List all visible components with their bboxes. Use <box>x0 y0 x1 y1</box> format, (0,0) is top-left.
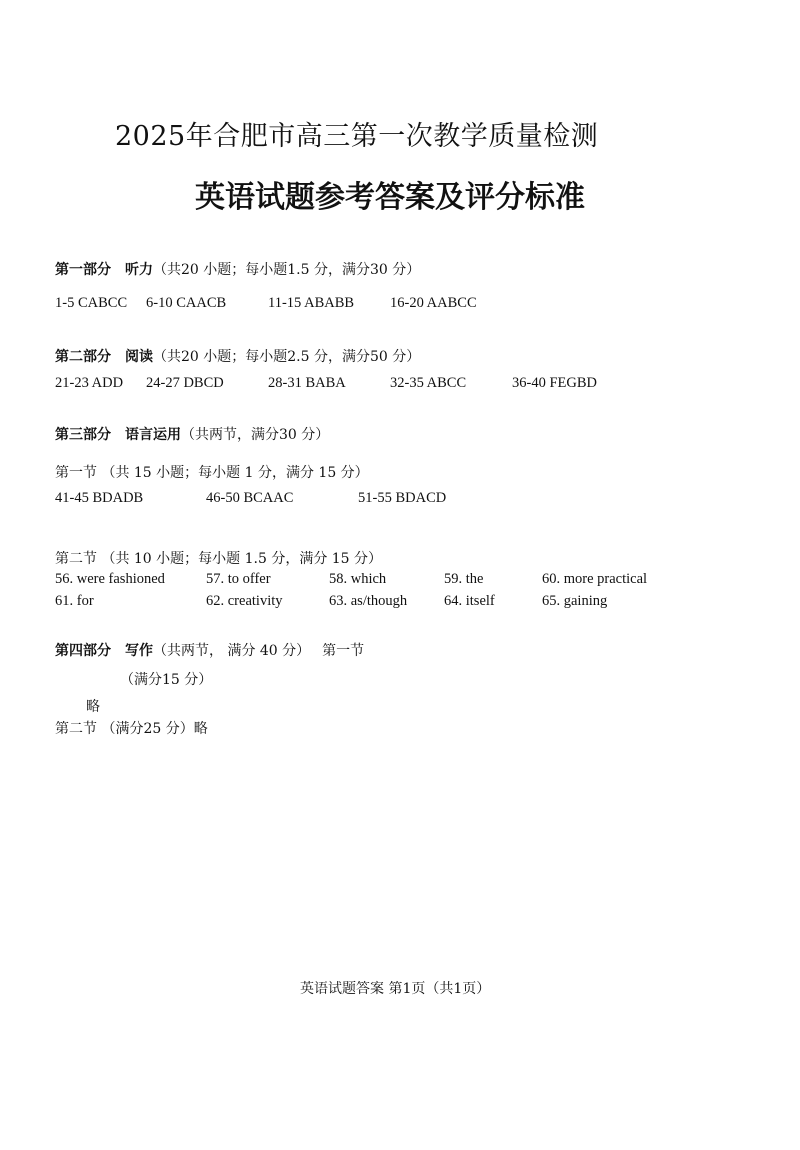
part3-section2-answer-64: 64. itself <box>444 593 495 609</box>
part4-section2: 第二节 （满分25 分）略 <box>55 721 208 737</box>
part4-section1-score: （满分15 分） <box>120 672 213 688</box>
part4-section1-answer: 略 <box>86 699 100 715</box>
part3-section1-heading: 第一节 （共 15 小题；每小题 1 分，满分 15 分） <box>55 465 369 481</box>
part2-note: （共20 小题；每小题2.5 分，满分50 分） <box>153 349 421 365</box>
part1-answer-2: 6-10 CAACB <box>146 295 227 311</box>
part3-label: 第三部分 <box>55 427 111 443</box>
part1-answer-1: 1-5 CABCC <box>55 295 128 311</box>
part3-section2-answer-62: 62. creativity <box>206 593 283 609</box>
part3-section2-heading: 第二节 （共 10 小题；每小题 1.5 分，满分 15 分） <box>55 551 383 567</box>
part2-answer-3: 28-31 BABA <box>268 375 346 391</box>
part3-section2-answer-59: 59. the <box>444 571 484 587</box>
part2-name: 阅读 <box>125 349 153 365</box>
part2-answer-4: 32-35 ABCC <box>390 375 467 391</box>
part4-heading <box>55 640 364 660</box>
part3-section2-answer-63: 63. as/though <box>329 593 408 609</box>
part3-section2-answer-61: 61. for <box>55 593 94 609</box>
part3-section2-answer-60: 60. more practical <box>542 571 648 587</box>
part2-label: 第二部分 <box>55 349 111 365</box>
part3-section2-answer-65: 65. gaining <box>542 593 608 609</box>
part2-answer-1: 21-23 ADD <box>55 375 124 391</box>
part3-name: 语言运用 <box>125 427 181 443</box>
part3-section2-answer-58: 58. which <box>329 571 387 587</box>
part2-answer-5: 36-40 FEGBD <box>512 375 597 391</box>
page-subtitle: 英语试题参考答案及评分标准 <box>195 180 585 215</box>
page-title: 2025年合肥市高三第一次教学质量检测 <box>115 121 599 152</box>
part3-section1-answer-1: 41-45 BDADB <box>55 490 144 506</box>
part3-section2-answer-56: 56. were fashioned <box>55 571 165 587</box>
part4-section1-label: 第一节 <box>322 643 365 659</box>
part4-note: （共两节， 满分 40 分） <box>153 643 311 659</box>
part3-heading <box>55 424 329 444</box>
part1-answer-3: 11-15 ABABB <box>268 295 355 311</box>
part1-heading <box>55 259 420 279</box>
part1-name: 听力 <box>125 262 153 278</box>
part3-note: （共两节，满分30 分） <box>181 427 330 443</box>
part1-label: 第一部分 <box>55 262 111 278</box>
part2-answer-2: 24-27 DBCD <box>146 375 224 391</box>
part1-answer-4: 16-20 AABCC <box>390 295 477 311</box>
part4-label: 第四部分 <box>55 643 111 659</box>
part4-name: 写作 <box>125 643 153 659</box>
part2-heading <box>55 346 420 366</box>
part3-section1-answer-3: 51-55 BDACD <box>358 490 447 506</box>
part3-section2-answer-57: 57. to offer <box>206 571 271 587</box>
part3-section1-answer-2: 46-50 BCAAC <box>206 490 294 506</box>
part1-note: （共20 小题；每小题1.5 分，满分30 分） <box>153 262 421 278</box>
page-footer: 英语试题答案 第1页（共1页） <box>300 981 491 997</box>
